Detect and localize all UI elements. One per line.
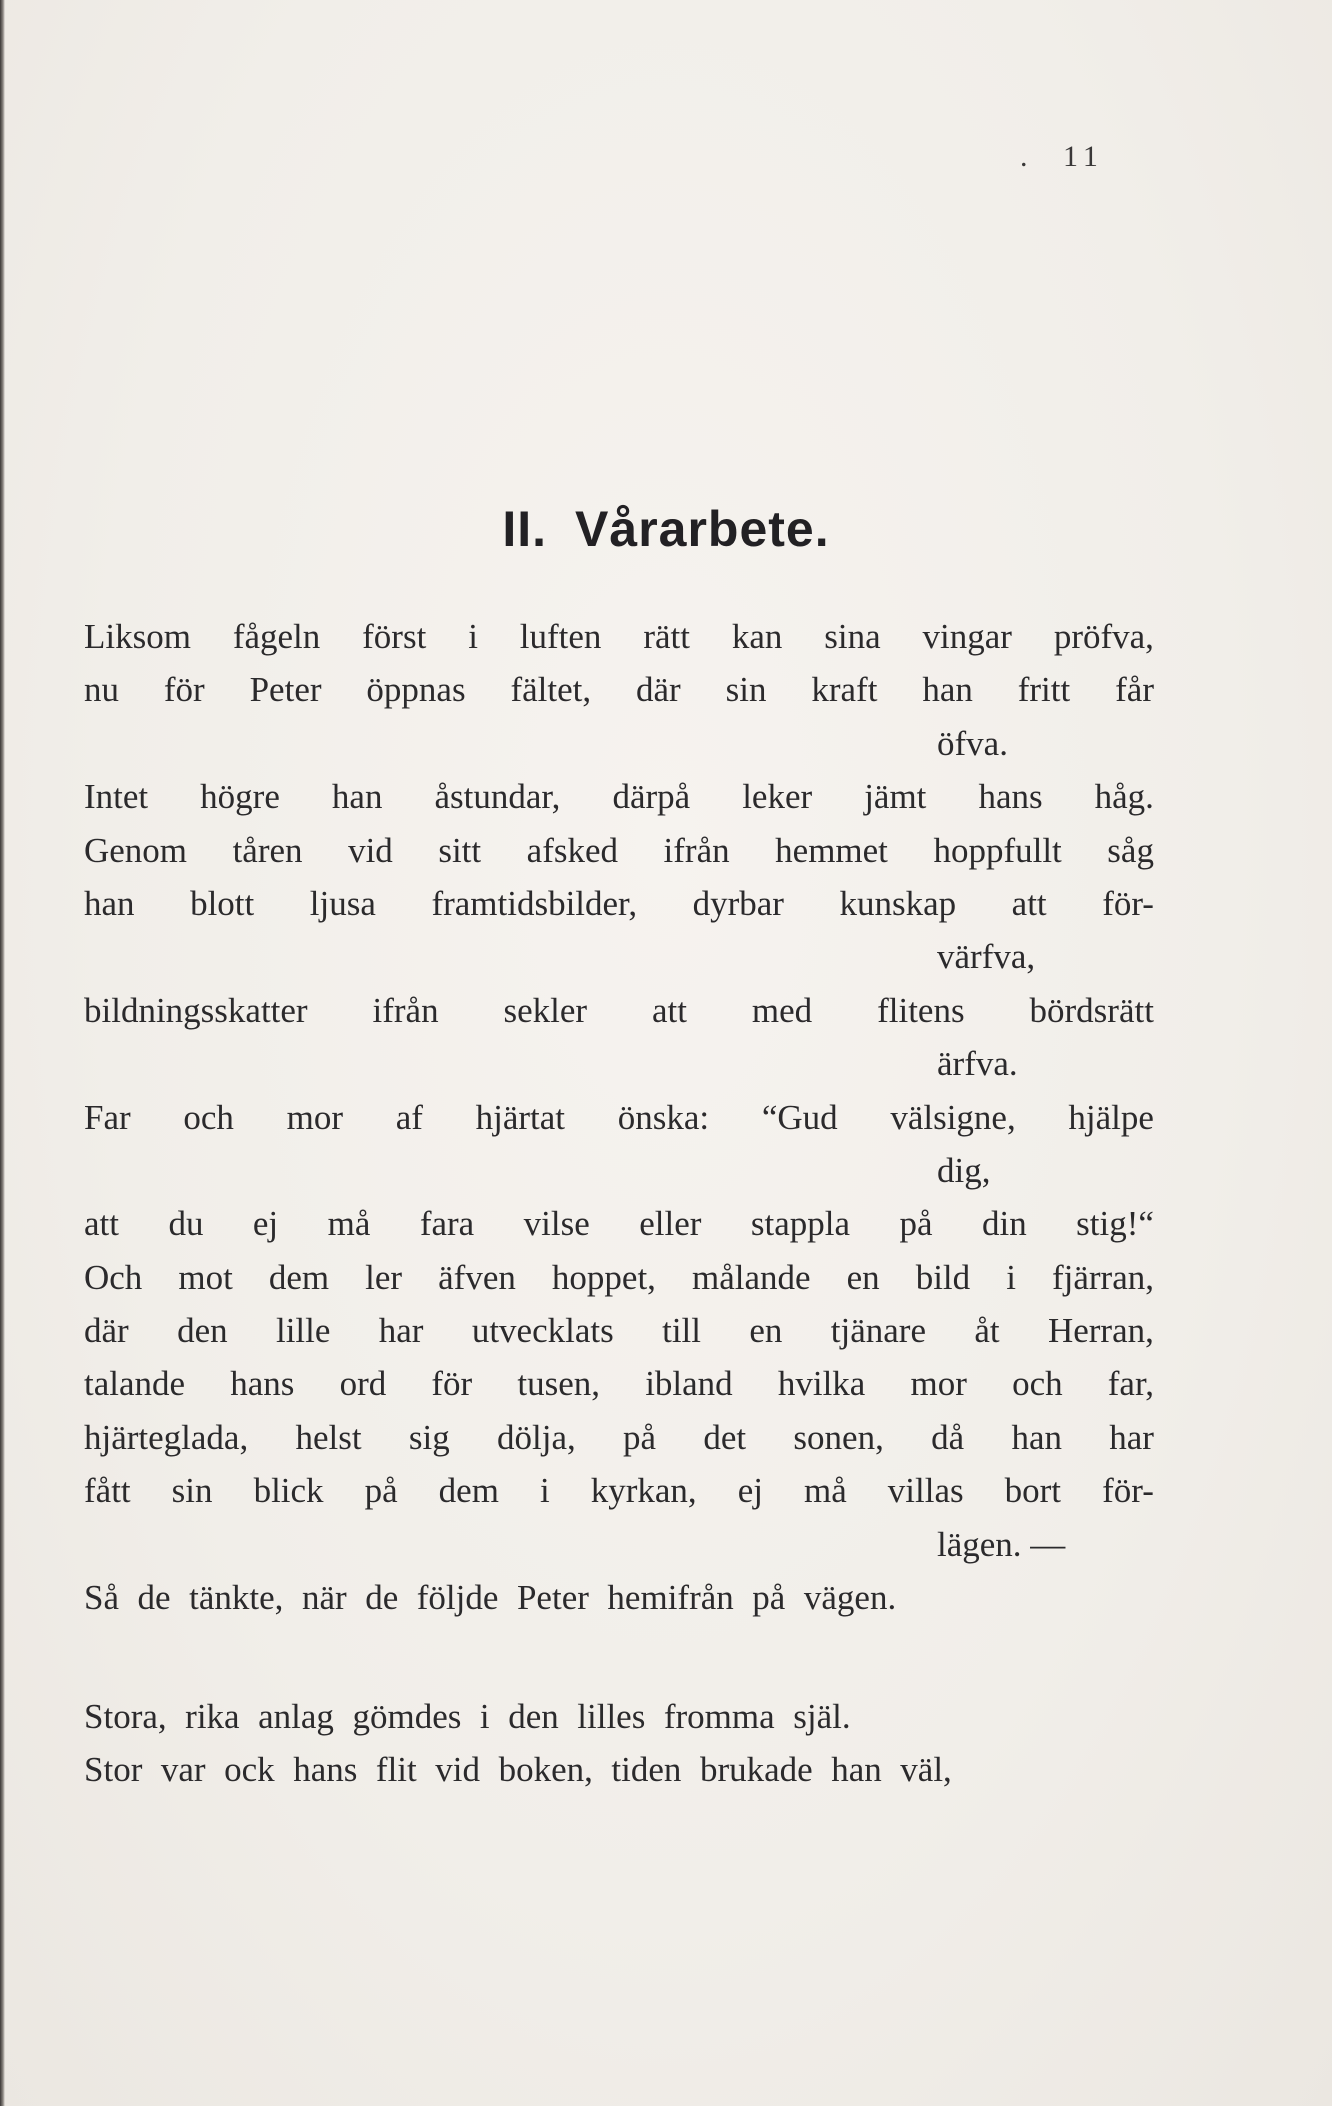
- poem-word: där: [636, 670, 681, 710]
- poem-word: därpå: [612, 777, 691, 817]
- poem-word: han: [922, 670, 973, 710]
- poem-word: med: [751, 990, 813, 1030]
- poem-word: hans: [230, 1364, 295, 1404]
- poem-word: målande: [691, 1257, 811, 1297]
- poem-word: tåren: [232, 830, 303, 870]
- poem-word: ler: [365, 1257, 403, 1297]
- poem-line: [84, 1197, 1154, 1250]
- poem-word: leker: [742, 777, 813, 817]
- poem-word: fritt: [1017, 670, 1071, 710]
- poem-word: må: [804, 1471, 847, 1511]
- poem-word: talande: [84, 1364, 186, 1404]
- poem-word: att: [1011, 883, 1047, 923]
- poem-word: Liksom: [84, 617, 191, 656]
- poem-word: framtidsbilder,: [431, 883, 638, 923]
- poem-word: för: [431, 1364, 473, 1404]
- poem-word: att: [84, 1204, 119, 1244]
- poem-word: sig: [408, 1417, 450, 1457]
- poem-word: till: [662, 1311, 701, 1351]
- poem-word: af: [395, 1097, 423, 1137]
- chapter-heading: [0, 500, 1332, 558]
- poem-word: stig!“: [1076, 1204, 1154, 1244]
- poem-line: [84, 663, 1154, 716]
- poem-line: [84, 1251, 1154, 1304]
- poem-word: mor: [910, 1364, 967, 1404]
- poem-line: Så de tänkte, när de följde Peter hemifrån på vägen.: [84, 1578, 897, 1618]
- poem-word: Far: [84, 1097, 131, 1137]
- poem-line: [84, 1411, 1154, 1464]
- poem-word: “Gud: [761, 1097, 838, 1137]
- poem-line: ärfva.: [937, 1044, 1018, 1084]
- poem-word: din: [981, 1204, 1027, 1244]
- poem-word: ej: [737, 1471, 763, 1511]
- poem-word: önska:: [617, 1097, 710, 1137]
- poem-word: fara: [419, 1204, 475, 1244]
- poem-word: en: [749, 1311, 783, 1351]
- poem-stanza-1: [84, 610, 1154, 1624]
- poem-word: lille: [275, 1311, 331, 1351]
- poem-word: på: [364, 1471, 398, 1511]
- chapter-numeral: II.: [502, 501, 548, 557]
- poem-word: vilse: [523, 1204, 590, 1244]
- poem-word: far,: [1107, 1364, 1154, 1404]
- poem-word: dyrbar: [692, 883, 784, 923]
- poem-word: hjärtat: [475, 1097, 566, 1137]
- poem-word: jämt: [864, 777, 927, 817]
- poem-word: helst: [295, 1417, 362, 1457]
- poem-line: Stor var ock hans flit vid boken, tiden brukade han väl,: [84, 1750, 952, 1790]
- poem-word: i: [1006, 1257, 1016, 1297]
- poem-word: du: [168, 1204, 204, 1244]
- poem-word: ifrån: [372, 990, 439, 1030]
- poem-word: rätt: [643, 617, 690, 656]
- poem-word: för-: [1102, 1471, 1154, 1511]
- poem-word: sitt: [438, 830, 482, 870]
- poem-word: ljusa: [309, 883, 376, 923]
- poem-word: mor: [286, 1097, 343, 1137]
- poem-word: håg.: [1094, 777, 1154, 817]
- poem-line: [84, 1357, 1154, 1410]
- poem-word: pröfva,: [1053, 617, 1154, 656]
- poem-word: bild: [915, 1257, 971, 1297]
- poem-stanza-2: [84, 1690, 1154, 1797]
- poem-word: hoppet,: [551, 1257, 656, 1297]
- poem-word: på: [623, 1417, 657, 1457]
- poem-word: sina: [824, 617, 881, 656]
- chapter-title: Vårarbete.: [575, 501, 830, 557]
- poem-word: Genom: [84, 830, 188, 870]
- poem-word: bildningsskatter: [84, 990, 308, 1030]
- poem-word: hjälpe: [1068, 1097, 1154, 1137]
- poem-line: [84, 610, 1154, 663]
- poem-line: dig,: [937, 1150, 991, 1190]
- poem-word: och: [1012, 1364, 1063, 1404]
- poem-word: för-: [1102, 883, 1154, 923]
- poem-word: sin: [171, 1471, 213, 1511]
- page-marker: .: [1020, 140, 1028, 173]
- poem-word: Peter: [249, 670, 322, 710]
- poem-line: lägen. —: [937, 1524, 1066, 1564]
- poem-word: fjärran,: [1051, 1257, 1154, 1297]
- poem-word: sekler: [503, 990, 588, 1030]
- poem-word: sin: [725, 670, 767, 710]
- poem-word: såg: [1107, 830, 1154, 870]
- poem-word: då: [931, 1417, 965, 1457]
- poem-word: på: [899, 1204, 933, 1244]
- poem-word: tusen,: [517, 1364, 601, 1404]
- poem-word: fågeln: [232, 617, 321, 656]
- poem-word: villas: [887, 1471, 964, 1511]
- poem-word: mot: [178, 1257, 233, 1297]
- poem-word: må: [327, 1204, 371, 1244]
- poem-word: ord: [339, 1364, 387, 1404]
- poem-word: sonen,: [793, 1417, 884, 1457]
- poem-word: får: [1115, 670, 1154, 710]
- poem-word: nu: [84, 670, 119, 710]
- poem-word: hoppfullt: [933, 830, 1062, 870]
- poem-word: där: [84, 1311, 129, 1351]
- poem-word: bördsrätt: [1029, 990, 1154, 1030]
- poem-word: ibland: [645, 1364, 733, 1404]
- poem-line: värfva,: [937, 937, 1036, 977]
- binding-edge: [0, 0, 5, 2106]
- poem-word: vingar: [922, 617, 1012, 656]
- poem-word: kyrkan,: [590, 1471, 697, 1511]
- poem-word: ifrån: [663, 830, 730, 870]
- page-number: 11: [1063, 140, 1104, 173]
- poem-line: [84, 770, 1154, 823]
- poem-word: öppnas: [366, 670, 466, 710]
- poem-word: kunskap: [839, 883, 957, 923]
- poem-word: åt: [974, 1311, 1000, 1351]
- poem-word: åstundar,: [434, 777, 561, 817]
- poem-word: vid: [348, 830, 393, 870]
- poem-line: [84, 824, 1154, 877]
- poem-word: i: [468, 617, 478, 656]
- poem-word: utvecklats: [471, 1311, 614, 1351]
- poem-line: [84, 877, 1154, 930]
- poem-word: blick: [253, 1471, 324, 1511]
- poem-word: kraft: [811, 670, 878, 710]
- poem-word: i: [539, 1471, 550, 1511]
- poem-line: [84, 1091, 1154, 1144]
- poem-word: han: [84, 883, 135, 923]
- poem-word: en: [846, 1257, 880, 1297]
- poem-word: kan: [731, 617, 783, 656]
- poem-word: Intet: [84, 777, 149, 817]
- poem-word: eller: [639, 1204, 702, 1244]
- poem-word: för: [163, 670, 205, 710]
- poem-word: blott: [190, 883, 255, 923]
- poem-word: välsigne,: [890, 1097, 1016, 1137]
- poem-word: det: [703, 1417, 747, 1457]
- poem-line: öfva.: [937, 723, 1008, 763]
- poem-word: har: [378, 1311, 424, 1351]
- poem-word: hjärteglada,: [84, 1417, 249, 1457]
- poem-word: Och: [84, 1257, 143, 1297]
- poem-line: [84, 1304, 1154, 1357]
- poem-word: fått: [84, 1471, 131, 1511]
- poem-word: afsked: [526, 830, 619, 870]
- poem-word: Herran,: [1047, 1311, 1154, 1351]
- poem-word: hans: [978, 777, 1043, 817]
- poem-word: äfven: [438, 1257, 516, 1297]
- poem-word: att: [652, 990, 687, 1030]
- poem-word: dem: [268, 1257, 330, 1297]
- poem-word: har: [1109, 1417, 1154, 1457]
- poem-word: tjänare: [830, 1311, 926, 1351]
- poem-word: högre: [200, 777, 280, 817]
- poem-word: han: [1011, 1417, 1062, 1457]
- poem-word: dölja,: [497, 1417, 576, 1457]
- poem-word: ej: [252, 1204, 279, 1244]
- poem-word: hvilka: [777, 1364, 866, 1404]
- poem-word: han: [331, 777, 383, 817]
- poem-word: och: [183, 1097, 234, 1137]
- poem-line: [84, 984, 1154, 1037]
- poem-line: Stora, rika anlag gömdes i den lilles fromma själ.: [84, 1697, 851, 1736]
- poem-word: dem: [438, 1471, 499, 1511]
- poem-word: luften: [519, 617, 602, 656]
- poem-word: fältet,: [510, 670, 592, 710]
- poem-word: den: [177, 1311, 228, 1351]
- poem-word: bort: [1004, 1471, 1062, 1511]
- poem-word: flitens: [877, 990, 965, 1030]
- poem-line: [84, 1464, 1154, 1517]
- poem-word: hemmet: [775, 830, 888, 870]
- poem-word: stappla: [750, 1204, 851, 1244]
- poem-word: först: [362, 617, 427, 656]
